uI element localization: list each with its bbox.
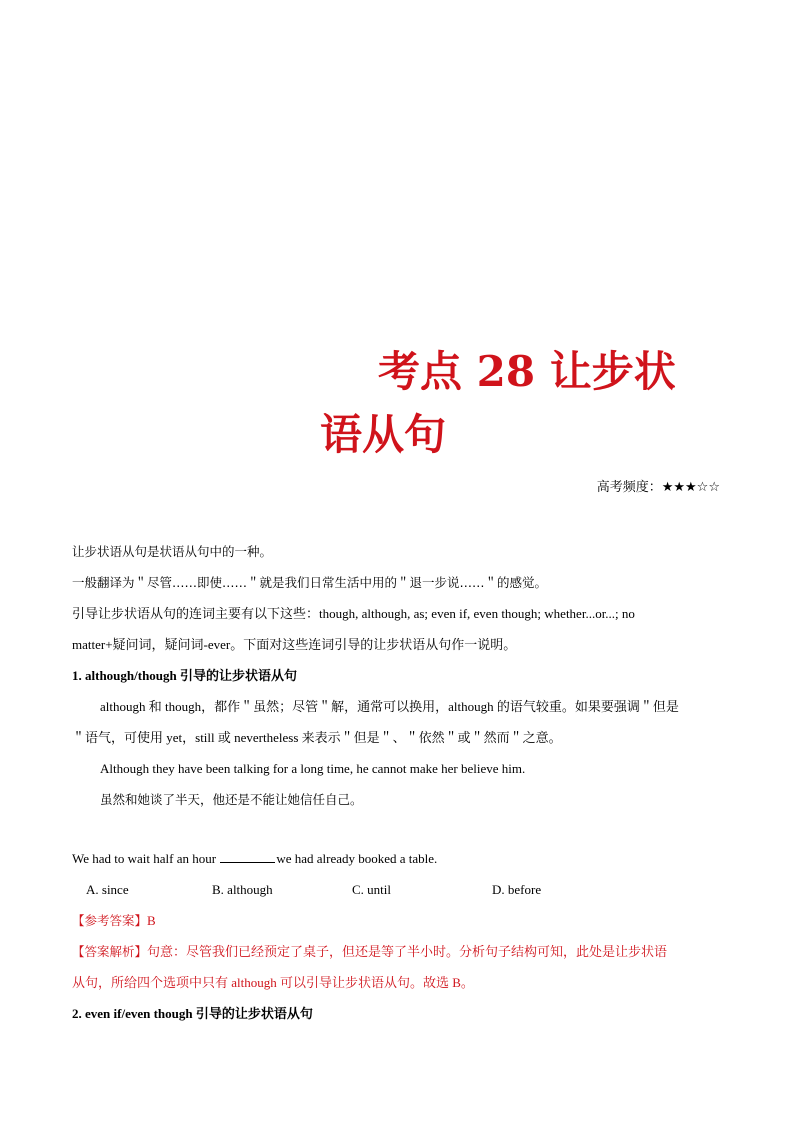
intro-line-3: 引导让步状语从句的连词主要有以下这些：though, although, as; even if, even though; whether...or...; no — [72, 606, 635, 621]
answer-label: 【参考答案】 — [72, 913, 148, 928]
frequency-stars: ★★★☆☆ — [661, 480, 720, 495]
analysis-label: 【答案解析】 — [72, 944, 148, 959]
option-c: C. until — [352, 882, 392, 897]
spacer — [72, 815, 722, 843]
answer-analysis-line-2: 从句，所给四个选项中只有 although 可以引导让步状语从句。故选 B。 — [72, 975, 474, 990]
frequency-label: 高考频度： — [596, 480, 662, 495]
intro-line-1: 让步状语从句是状语从句中的一种。 — [72, 544, 273, 559]
section-1-para-line-1: although 和 though，都作＂虽然；尽管＂解，通常可以换用，although 的语气较重。如果要强调＂但是 — [100, 699, 679, 714]
question-stem-after: we had already booked a table. — [276, 851, 438, 866]
question-stem — [72, 843, 722, 874]
intro-line-2: 一般翻译为＂尽管……即使……＂就是我们日常生活中用的＂退一步说……＂的感觉。 — [72, 575, 548, 590]
answer-blank — [220, 850, 275, 863]
exam-frequency — [597, 476, 720, 495]
example-english: Although they have been talking for a long time, he cannot make her believe him. — [100, 761, 526, 776]
option-d: D. before — [492, 882, 542, 897]
option-b: B. although — [212, 882, 273, 897]
section-2-heading: 2. even if/even though 引导的让步状语从句 — [72, 1006, 313, 1021]
answer-analysis-line-1 — [72, 936, 722, 967]
example-chinese: 虽然和她谈了半天，他还是不能让她信任自己。 — [100, 792, 363, 807]
answer-options — [72, 874, 722, 905]
analysis-text-1: 句意：尽管我们已经预定了桌子，但还是等了半小时。分析句子结构可知，此处是让步状语 — [147, 944, 668, 959]
intro-line-4: matter+疑问词，疑问词-ever。下面对这些连词引导的让步状语从句作一说明。 — [72, 637, 517, 652]
reference-answer — [72, 905, 722, 936]
document-body — [72, 536, 722, 1029]
page-title — [320, 340, 720, 466]
title-line-2: 语从句 — [320, 410, 447, 459]
section-1-heading: 1. although/though 引导的让步状语从句 — [72, 668, 298, 683]
question-stem-before: We had to wait half an hour — [72, 851, 217, 866]
option-a: A. since — [86, 882, 129, 897]
section-1-para-line-2: ＂语气，可使用 yet，still 或 nevertheless 来表示＂但是＂、＂依然＂或＂然而＂之意。 — [72, 730, 562, 745]
title-line-1: 考点 28 让步状 — [378, 347, 676, 396]
answer-value: B — [147, 913, 156, 928]
